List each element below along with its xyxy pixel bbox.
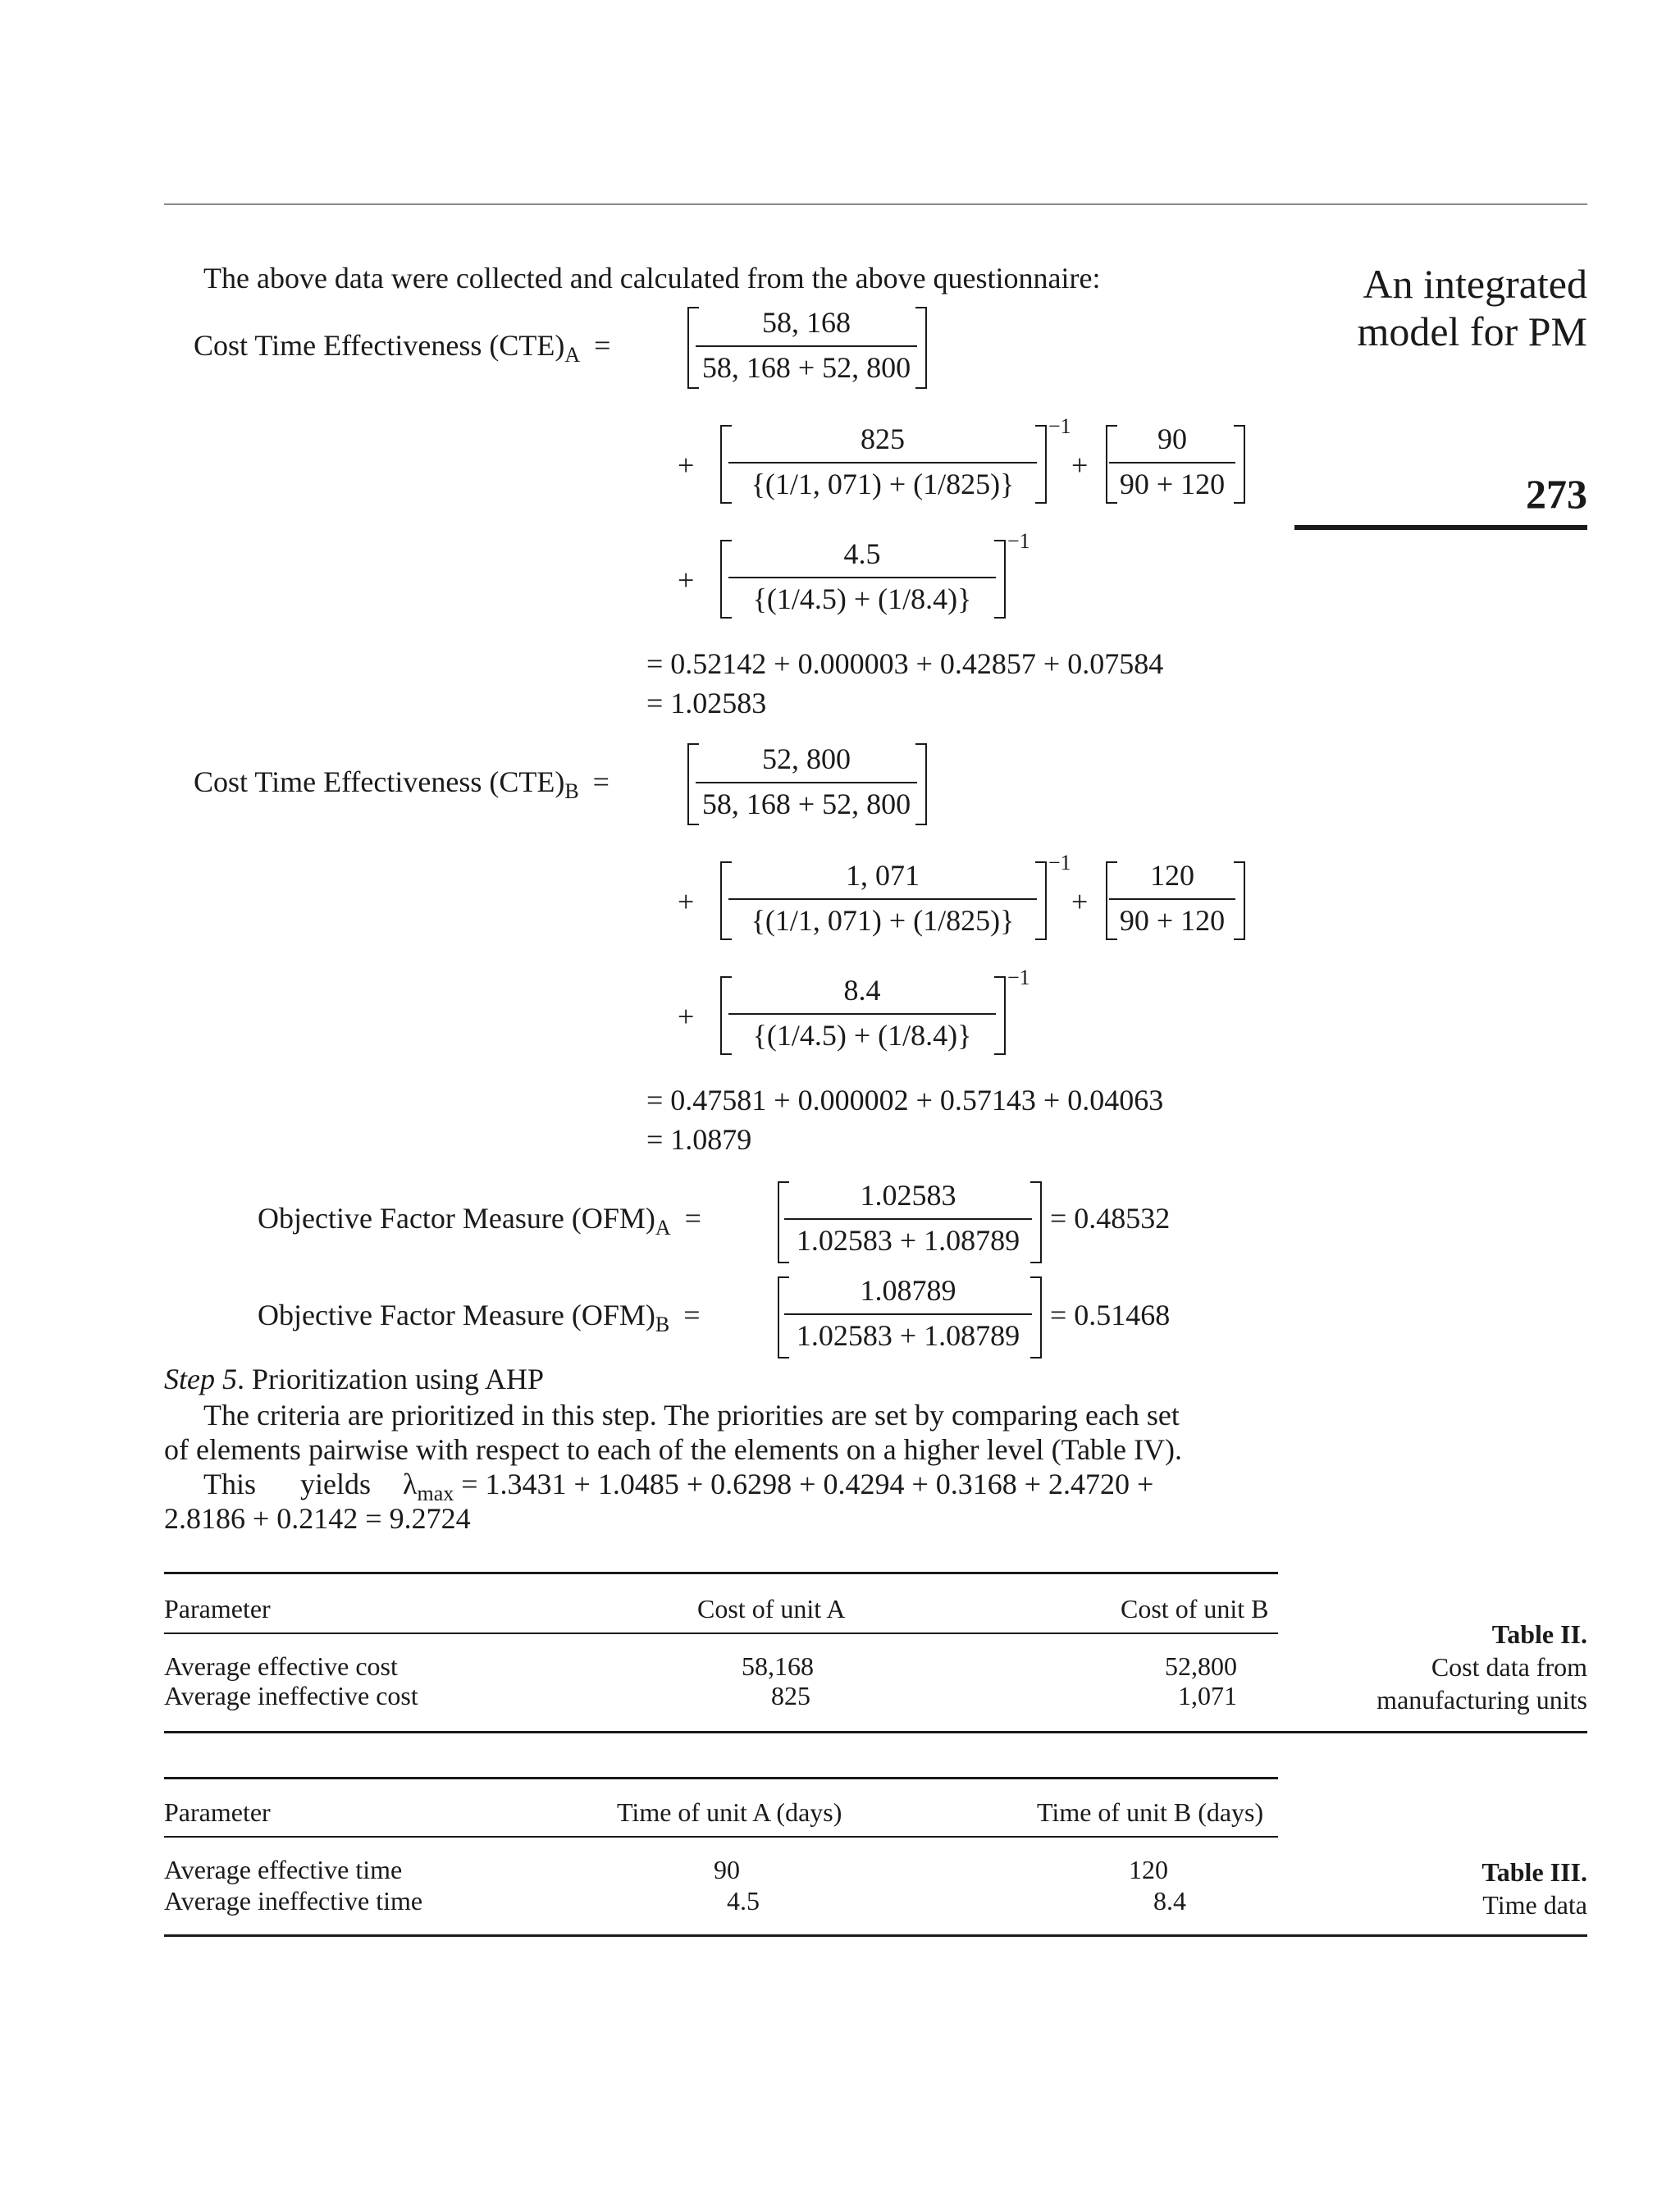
cte-a-subscript: A [564,343,581,367]
cte-a-t2-bracket-right [1035,425,1047,504]
ofm-a-equals: = [684,1202,701,1235]
header-rule [164,203,1587,205]
running-title-line2: model for PM [1357,308,1587,354]
table3-caption [1481,1856,1587,1921]
fraction-bar [1109,462,1235,463]
cte-a-t3-num: 90 [1157,422,1187,455]
cte-a-term4-fraction [728,537,996,617]
table3-row1-label: Average effective time [164,1855,403,1884]
cte-b-t4-inverse: −1 [1007,966,1030,989]
ofm-b-bracket-right [1030,1276,1042,1359]
cte-a-term2-fraction [728,422,1037,502]
step5-para2-line2: 2.8186 + 0.2142 = 9.2724 [164,1502,471,1535]
ofm-a-subscript: A [655,1216,671,1240]
cte-a-t2-num: 825 [861,422,905,455]
table3-header-time-a: Time of unit A (days) [617,1797,842,1827]
cte-a-t2-den: {(1/1, 071) + (1/825)} [751,468,1015,501]
cte-a-t1-den: 58, 168 + 52, 800 [701,351,911,385]
step5-para1-line1: The criteria are prioritized in this step. The priorities are set by comparing each set [203,1399,1180,1432]
fraction-bar [728,462,1037,463]
cte-a-plus-4: + [678,564,695,596]
fraction-bar [1109,898,1235,900]
cte-b-term1-fraction [696,742,917,822]
running-title-line1: An integrated [1363,261,1587,307]
ofm-a-fraction [784,1178,1032,1258]
step5-heading-italic: Step 5 [164,1363,237,1395]
table2-row2-label: Average ineffective cost [164,1681,418,1710]
cte-a-t1-num: 58, 168 [762,306,851,339]
cte-b-term3-fraction [1109,858,1235,938]
cte-a-t2-inverse: −1 [1048,414,1071,438]
cte-a-t3-den: 90 + 120 [1119,468,1226,501]
table3-header-time-b: Time of unit B (days) [1037,1797,1264,1827]
ofm-b-label-text: Objective Factor Measure (OFM) [258,1299,655,1331]
table3-row2-a: 4.5 [727,1886,760,1916]
cte-b-label [194,765,609,803]
cte-a-t4-den: {(1/4.5) + (1/8.4)} [752,582,972,616]
cte-a-result-line: = 1.02583 [646,687,767,719]
lambda-symbol: λ [403,1468,418,1500]
table2-row1-a: 58,168 [742,1651,814,1681]
step5-lead: This yields [203,1468,371,1500]
cte-b-plus-3: + [1071,885,1089,918]
cte-b-label-text: Cost Time Effectiveness (CTE) [194,765,565,798]
cte-a-t1-bracket-right [915,307,927,389]
ofm-a-result: = 0.48532 [1050,1202,1171,1235]
cte-a-plus-2: + [678,449,695,482]
cte-b-t4-bracket-right [994,976,1006,1055]
cte-a-plus-3: + [1071,449,1089,482]
ofm-b-num: 1.08789 [860,1274,956,1307]
fraction-bar [784,1218,1032,1220]
cte-b-equals: = [592,765,609,798]
cte-b-t3-num: 120 [1150,859,1194,892]
table3-bottom-rule [164,1934,1587,1937]
cte-a-term1-fraction [696,305,917,386]
cte-b-t1-bracket-right [915,743,927,825]
step5-heading [164,1362,544,1397]
ofm-b-equals: = [683,1299,701,1331]
cte-b-t2-den: {(1/1, 071) + (1/825)} [751,904,1015,938]
fraction-bar [784,1313,1032,1315]
cte-a-term3-fraction [1109,422,1235,502]
ofm-a-bracket-right [1030,1181,1042,1263]
table2-header-cost-b: Cost of unit B [1121,1594,1269,1623]
ofm-a-num: 1.02583 [860,1179,956,1212]
table2-caption [1376,1618,1587,1716]
cte-a-equals: = [594,329,611,362]
table3-top-rule [164,1777,1278,1779]
cte-b-t1-den: 58, 168 + 52, 800 [701,788,911,821]
cte-b-t3-den: 90 + 120 [1119,904,1226,938]
lambda-subscript: max [417,1482,454,1505]
cte-b-t1-num: 52, 800 [762,742,851,775]
ofm-b-label [258,1298,701,1336]
table3-row2-label: Average ineffective time [164,1886,423,1916]
cte-b-t2-bracket-right [1035,861,1047,940]
cte-b-sum-line: = 0.47581 + 0.000002 + 0.57143 + 0.04063 [646,1084,1164,1116]
table2-caption-line1: Cost data from [1431,1652,1587,1682]
cte-a-t4-num: 4.5 [843,537,881,570]
table2-top-rule [164,1572,1278,1574]
cte-a-label-text: Cost Time Effectiveness (CTE) [194,329,565,362]
fraction-bar [696,782,917,783]
fraction-bar [728,577,996,578]
ofm-b-result: = 0.51468 [1050,1299,1171,1331]
cte-b-term4-fraction [728,973,996,1053]
table3-row1-a: 90 [714,1855,740,1884]
fraction-bar [696,345,917,347]
cte-b-t2-num: 1, 071 [846,859,920,892]
cte-a-label [194,328,611,367]
table2-header-rule [164,1632,1278,1634]
ofm-a-label-text: Objective Factor Measure (OFM) [258,1202,655,1235]
table3-caption-line1: Time data [1482,1890,1587,1920]
cte-b-term2-fraction [728,858,1037,938]
page-number: 273 [1526,471,1587,517]
table2-caption-title: Table II. [1491,1619,1587,1649]
cte-b-t2-inverse: −1 [1048,851,1071,874]
ofm-a-label [258,1201,701,1240]
ofm-b-fraction [784,1273,1032,1354]
table3-caption-title: Table III. [1481,1857,1587,1887]
table2-row2-a: 825 [771,1681,810,1710]
cte-b-plus-4: + [678,1000,695,1033]
step5-para2-rest: = 1.3431 + 1.0485 + 0.6298 + 0.4294 + 0.3168 + 2.4720 + [461,1468,1154,1500]
ofm-b-subscript: B [655,1313,670,1336]
cte-b-t4-den: {(1/4.5) + (1/8.4)} [752,1019,972,1053]
intro-text: The above data were collected and calculated from the above questionnaire: [203,262,1101,295]
cte-b-result-line: = 1.0879 [646,1123,752,1156]
cte-a-t3-bracket-right [1234,425,1245,504]
cte-b-plus-2: + [678,885,695,918]
table2-bottom-rule [164,1731,1587,1733]
table3-header-rule [164,1836,1278,1838]
table2-row1-b: 52,800 [1165,1651,1237,1681]
cte-b-subscript: B [564,779,579,803]
fraction-bar [728,1013,996,1015]
cte-a-sum-line: = 0.52142 + 0.000003 + 0.42857 + 0.07584 [646,647,1164,680]
table2-header-parameter: Parameter [164,1594,271,1623]
table3-row2-b: 8.4 [1153,1886,1186,1916]
fraction-bar [728,898,1037,900]
running-title [1357,261,1587,355]
cte-a-t4-bracket-right [994,540,1006,619]
table3-row1-b: 120 [1129,1855,1168,1884]
table3-header-parameter: Parameter [164,1797,271,1827]
page-number-rule [1294,525,1587,530]
step5-para2-line1 [203,1467,1154,1505]
table2-row1-label: Average effective cost [164,1651,398,1681]
cte-a-t4-inverse: −1 [1007,529,1030,553]
cte-b-t4-num: 8.4 [843,974,881,1007]
table2-header-cost-a: Cost of unit A [697,1594,846,1623]
ofm-a-den: 1.02583 + 1.08789 [796,1224,1020,1258]
table2-caption-line2: manufacturing units [1376,1685,1587,1715]
table2-row2-b: 1,071 [1178,1681,1237,1710]
ofm-b-den: 1.02583 + 1.08789 [796,1319,1020,1353]
step5-para1-line2: of elements pairwise with respect to each of the elements on a higher level (Table IV). [164,1433,1182,1466]
cte-b-t3-bracket-right [1234,861,1245,940]
step5-heading-rest: . Prioritization using AHP [236,1363,544,1395]
